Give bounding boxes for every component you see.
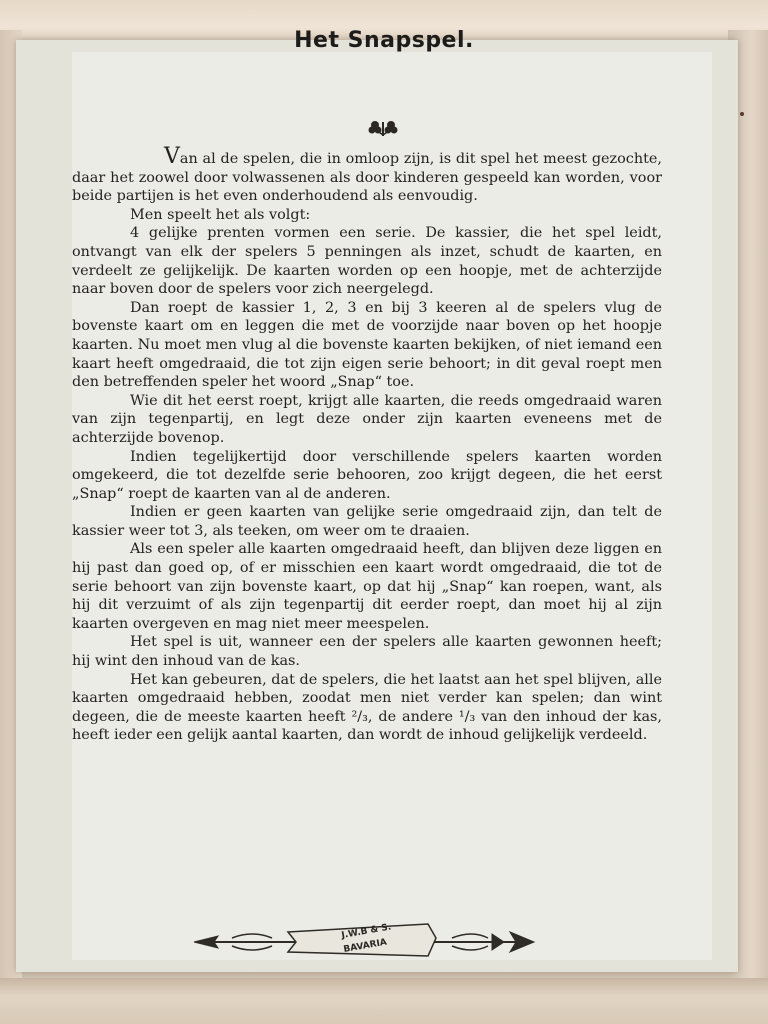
rules-paragraph bbox=[72, 671, 662, 745]
rules-text bbox=[72, 144, 662, 745]
rules-paragraph bbox=[72, 633, 662, 670]
maker-mark-line1: J.W.B & S. bbox=[340, 922, 393, 941]
paragraph-text: Indien tegelijkertijd door verschillende spelers kaarten worden omgekeerd, die tot dezelfde serie behooren, zoo krijgt degeen, die het eerst „Snap“ roept de kaarten van al de anderen. bbox=[72, 448, 662, 502]
paragraph-text: an al de spelen, die in omloop zijn, is dit spel het meest gezochte, daar het zoowel door volwassenen als door kinderen gespeeld kan worden, voor beide partijen is het even onderhoudend als eenvoudig. bbox=[72, 151, 662, 205]
rules-paragraph bbox=[72, 299, 662, 392]
paragraph-text: Als een speler alle kaarten omgedraaid heeft, dan blijven deze liggen en hij past dan goed op, of er misschien een kaart wordt omgedraaid, die tot de serie behoort van zijn bovenste kaart, op dat hij „Snap“ kan roepen, want, als hij dit verzuimt of als zijn tegenpartij dit eerder roept, dan moet hij al zijn kaarten overgeven en mag niet meer meespelen. bbox=[72, 541, 662, 632]
paragraph-text: Men speelt het als volgt: bbox=[130, 206, 311, 223]
paragraph-text: Dan roept de kassier 1, 2, 3 en bij 3 keeren al de spelers vlug de bovenste kaart om en leggen die met de voorzijde naar boven op het hoopje kaarten. Nu moet men vlug al die bovenste kaarten bekijken, of niet iemand een kaart heeft omgedraaid, die tot zijn eigen serie behoort; in dit geval roept men den betreffenden speler het woord „Snap“ toe. bbox=[72, 299, 662, 391]
maker-mark-line2: BAVARIA bbox=[342, 937, 388, 955]
paragraph-text: 4 gelijke prenten vormen een serie. De kassier, die het spel leidt, ontvangt van elk der spelers 5 penningen als inzet, schudt de kaarten, en verdeelt ze gelijkelijk. De kaarten worden op een hoopje, met de achterzijde naar boven door de spelers voor zich neergelegd. bbox=[72, 225, 662, 298]
rules-paragraph bbox=[72, 206, 662, 225]
clover-ornament-icon bbox=[366, 118, 400, 138]
rules-paragraph bbox=[72, 503, 662, 540]
rules-paragraph bbox=[72, 392, 662, 448]
rules-paragraph bbox=[72, 144, 662, 206]
box-speck bbox=[740, 112, 744, 116]
rules-paragraph bbox=[72, 448, 662, 504]
rules-paragraph bbox=[72, 540, 662, 633]
paragraph-text: Indien er geen kaarten van gelijke serie omgedraaid zijn, dan telt de kassier weer tot 3, als teeken, om weer om te draaien. bbox=[72, 504, 662, 539]
rules-paragraph bbox=[72, 224, 662, 298]
paragraph-text: Wie dit het eerst roept, krijgt alle kaarten, die reeds omgedraaid waren van zijn tegenpartij, en legt deze onder zijn kaarten eveneens met de achterzijde bovenop. bbox=[72, 392, 662, 446]
paragraph-text: Het kan gebeuren, dat de spelers, die het laatst aan het spel blijven, alle kaarten omgedraaid hebben, zoodat men niet verder kan spelen; dan wint degeen, die de meeste kaarten heeft ²/₃, de andere ¹/₃ van den inhoud der kas, heeft ieder een gelijk aantal kaarten, dan wordt de inhoud gelijkelijk verdeeld. bbox=[72, 671, 662, 744]
document-title: Het Snapspel. bbox=[294, 28, 474, 53]
arrow-banner-logo-icon bbox=[192, 918, 536, 964]
paragraph-text: Het spel is uit, wanneer een der spelers alle kaarten gewonnen heeft; hij wint den inhoud van de kas. bbox=[72, 634, 662, 670]
drop-cap: V bbox=[164, 144, 180, 169]
box-rim-bottom bbox=[0, 978, 768, 1024]
